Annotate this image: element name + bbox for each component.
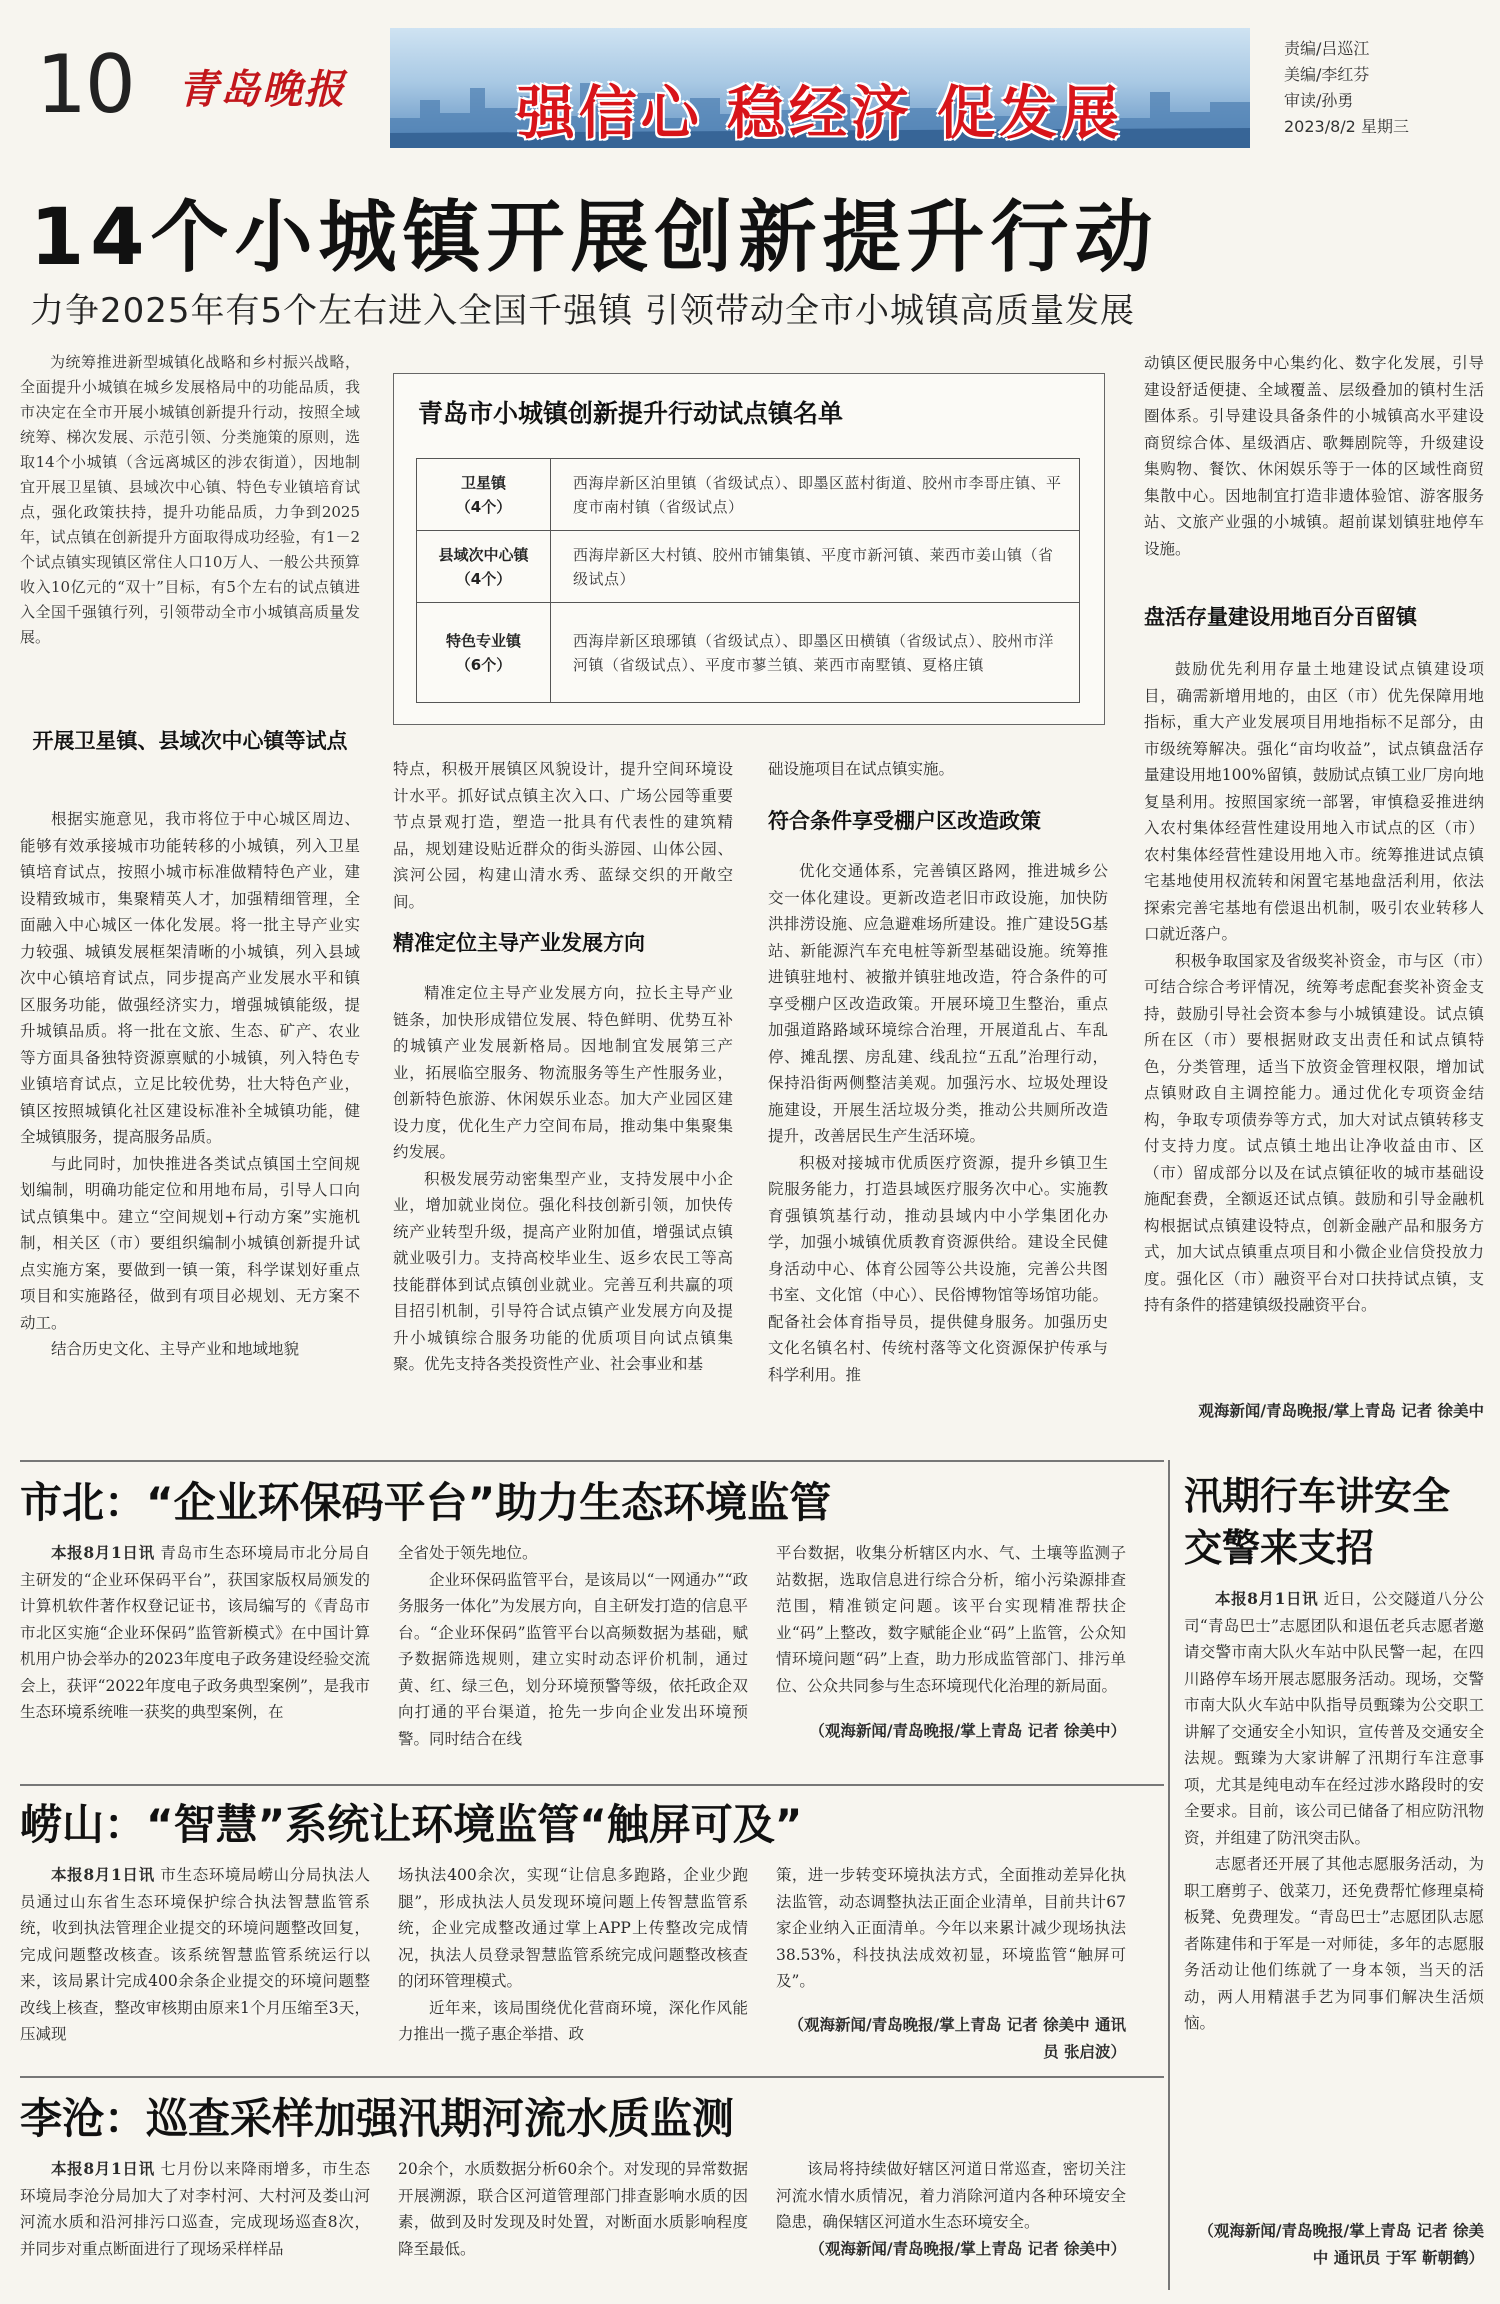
laoshan-col1 (20, 1862, 370, 2068)
paragraph: 场执法400余次，实现“让信息多跑路，企业少跑腿”，形成执法人员发现环境问题上传智慧监管系统，企业完成整改通过掌上APP上传整改完成情况，执法人员登录智慧监管系统完成问题整改核查的闭环管理模式。 (398, 1866, 748, 1990)
paragraph: 策，进一步转变环境执法方式，全面推动差异化执法监管，动态调整执法正面企业清单，目前共计67家企业纳入正面清单。今年以来累计减少现场执法38.53%，科技执法成效初显，环境监管“触屏可及”。 (776, 1866, 1126, 1990)
section-banner (390, 28, 1250, 148)
paragraph: 七月份以来降雨增多，市生态环境局李沧分局加大了对李村河、大村河及娄山河河流水质和沿河排污口巡查，完成现场巡查8次，并同步对重点断面进行了现场采样样品 (20, 2160, 370, 2258)
laoshan-col3 (776, 1862, 1126, 2012)
section-divider (20, 2076, 1164, 2078)
paragraph: 础设施项目在试点镇实施。 (768, 760, 955, 778)
paragraph: 积极争取国家及省级奖补资金，市与区（市）可结合综合考评情况，统筹考虑配套奖补资金支持，鼓励引导社会资本参与小城镇建设。试点镇所在区（市）要根据财政支出责任和试点镇特色，分类管理，适当下放资金管理权限，增加试点镇财政自主调控能力。通过优化专项资金结构，争取专项债券等方式，加大对试点镇转移支付支持力度。试点镇土地出让净收益由市、区（市）留成部分以及在试点镇征收的城市基础设施配套费，全额返还试点镇。鼓励和引导金融机构根据试点镇建设特点，创新金融产品和服务方式，加大试点镇重点项目和小微企业信贷投放力度。强化区（市）融资平台对口扶持试点镇，支持有条件的搭建镇级投融资平台。 (1144, 951, 1484, 1314)
traffic-headline-line2: 交警来支招 (1184, 1526, 1375, 1570)
paragraph: 结合历史文化、主导产业和地域地貌 (51, 1340, 300, 1358)
paragraph: 特点，积极开展镇区风貌设计，提升空间环境设计水平。抓好试点镇主次入口、广场公园等重要节点景观打造，塑造一批具有代表性的建筑精品，规划建设贴近群众的街头游园、山体公园、滨河公园，构建山清水秀、蓝绿交织的开敞空间。 (393, 760, 733, 911)
shibei-col1 (20, 1540, 370, 1772)
shibei-col2 (398, 1540, 748, 1772)
traffic-signoff: （观海新闻/青岛晚报/掌上青岛 记者 徐美中 通讯员 于军 靳朝鹤） (1198, 2221, 1484, 2267)
paragraph: 市生态环境局崂山分局执法人员通过山东省生态环境保护综合执法智慧监管系统，收到执法管理企业提交的环境问题整改回复，完成问题整改核查。该系统智慧监管系统运行以来，该局累计完成400余条企业提交的环境问题整改线上核查，整改审核期由原来1个月压缩至3天，压减现 (20, 1866, 370, 2043)
paragraph: 青岛市生态环境局市北分局自主研发的“企业环保码平台”，获国家版权局颁发的计算机软件著作权登记证书，该局编写的《青岛市市北区实施“企业环保码”监管新模式》在中国计算机用户协会举办的2023年度电子政务建设经验交流会上，获评“2022年度电子政务典型案例”，是我市生态环境系统唯一获奖的典型案例，在 (20, 1544, 370, 1721)
licang-headline: 李沧：巡查采样加强汛期河流水质监测 (20, 2094, 735, 2143)
category-cell: 卫星镇 （4个） (417, 459, 551, 531)
lead-lede (20, 350, 360, 714)
dateline: 本报8月1日讯 (51, 1543, 155, 1562)
towns-cell: 西海岸新区大村镇、胶州市铺集镇、平度市新河镇、莱西市姜山镇（省级试点） (551, 531, 1080, 603)
designer-line: 美编/李红芬 (1284, 65, 1370, 84)
category-cell: 特色专业镇 （6个） (417, 603, 551, 703)
paragraph: 根据实施意见，我市将位于中心城区周边、能够有效承接城市功能转移的小城镇，列入卫星镇培育试点，按照小城市标准做精特色产业，建设精致城市，集聚精英人才，加强精细管理，全面融入中心城区一体化发展。将一批主导产业实力较强、城镇发展框架清晰的小城镇，列入县域次中心镇培育试点，同步提高产业发展水平和镇区服务功能，做强经济实力，增强城镇能级，提升城镇品质。将一批在文旅、生态、矿产、农业等方面具备独特资源禀赋的小城镇，列入特色专业镇培育试点，立足比较优势，壮大特色产业，镇区按照城镇化社区建设标准补全城镇功能，健全城镇服务，提高服务品质。 (20, 810, 360, 1146)
licang-col1 (20, 2156, 370, 2290)
licang-col3 (776, 2156, 1126, 2236)
banner-slogan: 强信心 稳经济 促发展 (516, 79, 1124, 147)
paragraph: 与此同时，加快推进各类试点镇国土空间规划编制，明确功能定位和用地布局，引导人口向试点镇集中。建立“空间规划+行动方案”实施机制，相关区（市）要组织编制小城镇创新提升试点实施方案，要做到一镇一策，科学谋划好重点项目和实施路径，做到有项目必规划、无方案不动工。 (20, 1154, 360, 1332)
laoshan-col2 (398, 1862, 748, 2068)
laoshan-headline: 崂山：“智慧”系统让环境监管“触屏可及” (20, 1800, 803, 1849)
editor-line: 责编/吕巡江 (1284, 39, 1370, 58)
towns-cell: 西海岸新区琅琊镇（省级试点）、即墨区田横镇（省级试点）、胶州市洋河镇（省级试点）、平度市蓼兰镇、莱西市南墅镇、夏格庄镇 (551, 603, 1080, 703)
shibei-headline: 市北：“企业环保码平台”助力生态环境监管 (20, 1478, 832, 1527)
shibei-col3 (776, 1540, 1126, 1716)
proofreader-line: 审读/孙勇 (1284, 91, 1354, 110)
section2-heading: 精准定位主导产业发展方向 (393, 931, 645, 955)
table-row (417, 531, 1080, 603)
paragraph: 精准定位主导产业发展方向，拉长主导产业链条，加快形成错位发展、特色鲜明、优势互补的城镇产业发展新格局。因地制宜发展第三产业，拓展临空服务、物流服务等生产性服务业，创新特色旅游、休闲娱乐业态。加大产业园区建设力度，优化生产力空间布局，推动集中集聚集约发展。 (393, 984, 733, 1161)
newspaper-logo: 青岛晚报 (178, 66, 346, 113)
laoshan-signoff: （观海新闻/青岛晚报/掌上青岛 记者 徐美中 通讯员 张启波） (788, 2015, 1126, 2061)
lead-subheadline: 力争2025年有5个左右进入全国千强镇 引领带动全市小城镇高质量发展 (30, 291, 1135, 331)
dateline: 本报8月1日讯 (51, 2159, 155, 2178)
paragraph: 积极对接城市优质医疗资源，提升乡镇卫生院服务能力，打造县域医疗服务次中心。实施教育强镇筑基行动，推动县域内中小学集团化办学，加强小城镇优质教育资源供给。建设全民健身活动中心、体育公园等公共设施，完善公共图书室、文化馆（中心）、民俗博物馆等场馆功能。配备社会体育指导员，提供健身服务。加强历史文化名镇名村、传统村落等文化资源保护传承与科学利用。推 (768, 1153, 1108, 1384)
paragraph: 近日，公交隧道八分公司“青岛巴士”志愿团队和退伍老兵志愿者邀请交警市南大队火车站中队民警一起，在四川路停车场开展志愿服务活动。现场，交警市南大队火车站中队指导员甄臻为公交职工讲解了交通安全小知识，宣传普及交通安全法规。甄臻为大家讲解了汛期行车注意事项，尤其是纯电动车在经过涉水路段时的安全要求。目前，该公司已储备了相应防汛物资，并组建了防汛突击队。 (1184, 1590, 1484, 1847)
lead-headline: 14个小城镇开展创新提升行动 (30, 193, 1159, 283)
editor-credits (1284, 36, 1409, 140)
issue-date: 2023/8/2 星期三 (1284, 117, 1409, 136)
col4-continuation (1144, 350, 1484, 582)
section2-body (393, 980, 733, 1446)
pilot-table-title: 青岛市小城镇创新提升行动试点镇名单 (418, 399, 844, 428)
column-divider (1168, 1460, 1170, 2290)
table-row (417, 459, 1080, 531)
col2-continuation (393, 756, 733, 911)
category-cell: 县域次中心镇 （4个） (417, 531, 551, 603)
paragraph: 近年来，该局围绕优化营商环境，深化作风能力推出一揽子惠企举措、政 (398, 1998, 748, 2043)
page-number: 10 (36, 38, 134, 131)
table-row (417, 603, 1080, 703)
section3-body (768, 858, 1108, 1446)
pilot-towns-box (393, 373, 1105, 725)
pilot-towns-table (416, 458, 1080, 703)
paragraph: 积极发展劳动密集型产业，支持发展中小企业，增加就业岗位。强化科技创新引领，加快传统产业转型升级，提高产业附加值，增强试点镇就业吸引力。支持高校毕业生、返乡农民工等高技能群体到试点镇创业就业。完善互利共赢的项目招引机制，引导符合试点镇产业发展方向及提升小城镇综合服务功能的优质项目向试点镇集聚。优先支持各类投资性产业、社会事业和基 (393, 1169, 733, 1373)
section-divider (20, 1784, 1164, 1786)
towns-cell: 西海岸新区泊里镇（省级试点）、即墨区蓝村街道、胶州市李哥庄镇、平度市南村镇（省级试点） (551, 459, 1080, 531)
licang-signoff: （观海新闻/青岛晚报/掌上青岛 记者 徐美中） (809, 2239, 1126, 2258)
licang-col2 (398, 2156, 748, 2290)
paragraph: 20余个，水质数据分析60余个。对发现的异常数据开展溯源，联合区河道管理部门排查影响水质的因素，做到及时发现及时处置，对断面水质影响程度降至最低。 (398, 2160, 748, 2258)
paragraph: 优化交通体系，完善镇区路网，推进城乡公交一体化建设。更新改造老旧市政设施，加快防洪排涝设施、应急避难场所建设。推广建设5G基站、新能源汽车充电桩等新型基础设施。统筹推进镇驻地村、被撤并镇驻地改造，符合条件的可享受棚户区改造政策。开展环境卫生整治，重点加强道路路域环境综合治理，开展道乱占、车乱停、摊乱摆、房乱建、线乱拉“五乱”治理行动，保持沿街两侧整洁美观。加强污水、垃圾处理设施建设，开展生活垃圾分类，推动公共厕所改造提升，改善居民生产生活环境。 (768, 862, 1108, 1145)
paragraph: 平台数据，收集分析辖区内水、气、土壤等监测子站数据，选取信息进行综合分析，缩小污染源排查范围，精准锁定问题。该平台实现精准帮扶企业“码”上整改，数字赋能企业“码”上监管，公众知情环境问题“码”上查，助力形成监管部门、排污单位、公众共同参与生态环境现代化治理的新局面。 (776, 1544, 1126, 1695)
col3-continuation (768, 756, 1108, 786)
dateline: 本报8月1日讯 (1215, 1589, 1319, 1608)
paragraph: 志愿者还开展了其他志愿服务活动，为职工磨剪子、戗菜刀，还免费帮忙修理桌椅板凳、免费理发。“青岛巴士”志愿团队志愿者陈建伟和于军是一对师徒，多年的志愿服务活动让他们练就了一身本领，当天的活动，两人用精湛手艺为同事们解决生活烦恼。 (1184, 1855, 1484, 2032)
section1-body (20, 806, 360, 1446)
paragraph: 全省处于领先地位。 (398, 1544, 538, 1562)
lead-signoff: 观海新闻/青岛晚报/掌上青岛 记者 徐美中 (1198, 1401, 1484, 1420)
section4-body (1144, 656, 1484, 1398)
traffic-headline-line1: 汛期行车讲安全 (1184, 1474, 1451, 1518)
paragraph: 该局将持续做好辖区河道日常巡查，密切关注河流水情水质情况，着力消除河道内各种环境安全隐患，确保辖区河道水生态环境安全。 (776, 2160, 1126, 2231)
lede-paragraph: 为统筹推进新型城镇化战略和乡村振兴战略，全面提升小城镇在城乡发展格局中的功能品质，我市决定在全市开展小城镇创新提升行动，按照全域统筹、梯次发展、示范引领、分类施策的原则，选取14个小城镇（含远离城区的涉农街道），因地制宜开展卫星镇、县域次中心镇、特色专业镇培育试点，强化政策扶持，提升功能品质，力争到2025年，试点镇在创新提升方面取得成功经验，有1－2个试点镇实现镇区常住人口10万人、一般公共预算收入10亿元的“双十”目标，有5个左右的试点镇进入全国千强镇行列，引领带动全市小城镇高质量发展。 (20, 353, 360, 646)
paragraph: 动镇区便民服务中心集约化、数字化发展，引导建设舒适便捷、全域覆盖、层级叠加的镇村生活圈体系。引导建设具备条件的小城镇高水平建设商贸综合体、星级酒店、歌舞剧院等，升级建设集购物、餐饮、休闲娱乐等于一体的区域性商贸集散中心。因地制宜打造非遗体验馆、游客服务站、文旅产业强的小城镇。超前谋划镇驻地停车设施。 (1144, 354, 1484, 558)
paragraph: 鼓励优先利用存量土地建设试点镇建设项目，确需新增用地的，由区（市）优先保障用地指标，重大产业发展项目用地指标不足部分，由市级统筹解决。强化“亩均收益”，试点镇盘活存量建设用地100%留镇，鼓励试点镇工业厂房向地复垦利用。按照国家统一部署，审慎稳妥推进纳入农村集体经营性建设用地入市试点的区（市）农村集体经营性建设用地入市。统筹推进试点镇宅基地使用权流转和闲置宅基地盘活利用，依法探索完善宅基地有偿退出机制，吸引农业转移人口就近落户。 (1144, 660, 1484, 943)
dateline: 本报8月1日讯 (51, 1865, 155, 1884)
traffic-headline (1184, 1470, 1450, 1574)
section1-heading: 开展卫星镇、县域次中心镇等试点 (32, 729, 348, 753)
section-divider (20, 1460, 1164, 1462)
paragraph: 企业环保码监管平台，是该局以“一网通办”“政务服务一体化”为发展方向，自主研发打造的信息平台。“企业环保码”监管平台以高频数据为基础，赋予数据筛选规则，建立实时动态评价机制，通过黄、红、绿三色，划分环境预警等级，依托政企双向打通的平台渠道，抢先一步向企业发出环境预警。同时结合在线 (398, 1570, 748, 1748)
shibei-signoff: （观海新闻/青岛晚报/掌上青岛 记者 徐美中） (809, 1721, 1126, 1740)
section4-heading: 盘活存量建设用地百分百留镇 (1144, 605, 1417, 629)
section3-heading: 符合条件享受棚户区改造政策 (768, 809, 1041, 833)
traffic-body (1184, 1586, 1484, 2218)
